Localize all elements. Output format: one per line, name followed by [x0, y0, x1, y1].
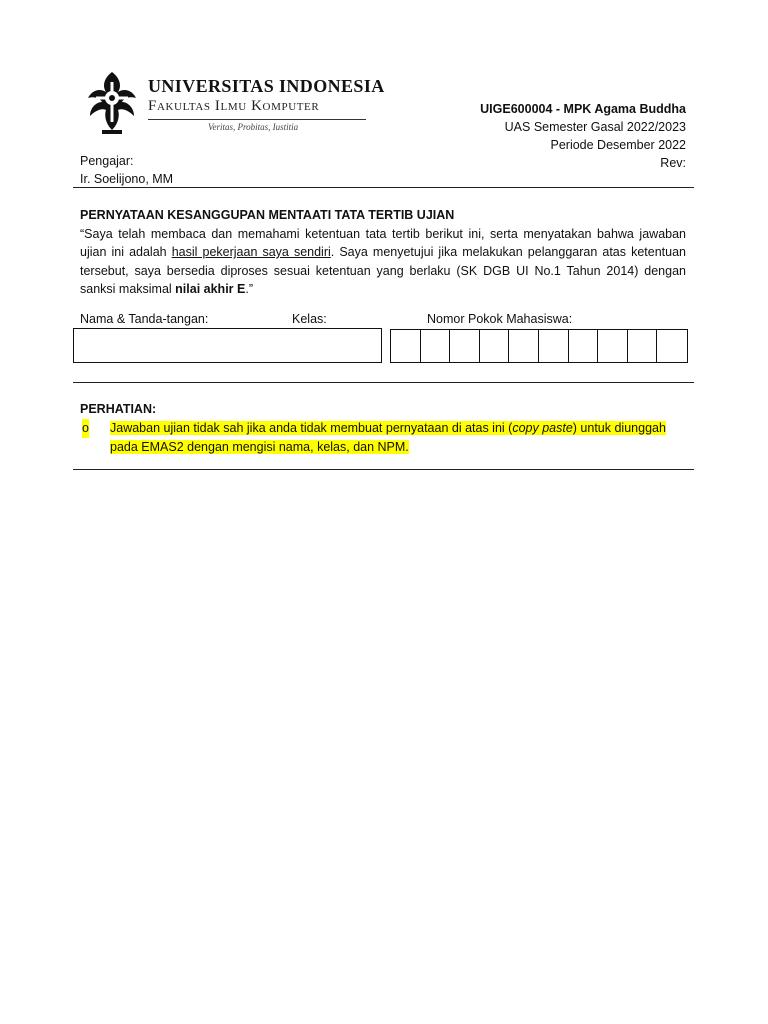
name-signature-field[interactable] [73, 328, 382, 363]
attention-italic-text: copy paste [512, 421, 573, 435]
makara-emblem-icon [82, 68, 142, 136]
exam-period: Periode Desember 2022 [550, 138, 686, 152]
university-name: UNIVERSITAS INDONESIA [148, 76, 385, 96]
npm-label: Nomor Pokok Mahasiswa: [427, 312, 573, 326]
statement-text-2: . Saya menyetujui jika melakukan pelanggaran atas ketentuan tersebut, saya bersedia diproses sesuai ketentuan yang berlaku (SK DGB UI No.1 Tahun 2014) dengan sanksi maksimal [80, 245, 686, 296]
teacher-name: Ir. Soelijono, MM [80, 172, 174, 186]
attention-section [80, 400, 690, 457]
teacher-info [80, 152, 173, 188]
statement-text-1: “Saya telah membaca dan memahami ketentuan tata tertib berikut ini, serta menyatakan bahwa jawaban ujian ini adalah [80, 226, 686, 259]
form-divider [73, 382, 694, 383]
npm-digit-box[interactable] [450, 330, 480, 362]
npm-digit-box[interactable] [539, 330, 569, 362]
attention-item [80, 419, 690, 457]
attention-text-2: ) untuk diunggah pada EMAS2 dengan mengisi nama, kelas, dan NPM. [110, 421, 666, 454]
statement-text-3: .” [245, 282, 253, 296]
university-logo [82, 68, 385, 138]
exam-semester: UAS Semester Gasal 2022/2023 [504, 120, 686, 134]
npm-digit-box[interactable] [421, 330, 451, 362]
course-code: UIGE600004 - MPK Agama Buddha [480, 102, 686, 116]
attention-text-1: Jawaban ujian tidak sah jika anda tidak membuat pernyataan di atas ini ( [110, 421, 513, 435]
npm-digit-box[interactable] [628, 330, 658, 362]
logo-divider [148, 119, 366, 120]
revision-label: Rev: [660, 156, 686, 170]
university-motto: Veritas, Probitas, Iustitia [208, 122, 299, 132]
course-info [480, 100, 686, 172]
bullet-icon: o [82, 419, 89, 438]
npm-digit-box[interactable] [480, 330, 510, 362]
faculty-name: Fakultas Ilmu Komputer [148, 98, 320, 114]
npm-digit-box[interactable] [391, 330, 421, 362]
statement-underlined-text: hasil pekerjaan saya sendiri [171, 245, 331, 259]
integrity-statement [80, 206, 686, 299]
statement-body [80, 225, 686, 299]
teacher-label: Pengajar: [80, 154, 134, 168]
header-divider [73, 187, 694, 188]
statement-bold-text: nilai akhir E [175, 282, 246, 296]
footer-divider [73, 469, 694, 470]
class-label: Kelas: [292, 312, 327, 326]
name-signature-label: Nama & Tanda-tangan: [80, 312, 209, 326]
npm-field [390, 329, 688, 363]
npm-digit-box[interactable] [598, 330, 628, 362]
npm-digit-box[interactable] [509, 330, 539, 362]
npm-digit-box[interactable] [657, 330, 687, 362]
attention-title: PERHATIAN: [80, 402, 157, 416]
statement-title: PERNYATAAN KESANGGUPAN MENTAATI TATA TERTIB UJIAN [80, 208, 455, 222]
npm-digit-box[interactable] [569, 330, 599, 362]
